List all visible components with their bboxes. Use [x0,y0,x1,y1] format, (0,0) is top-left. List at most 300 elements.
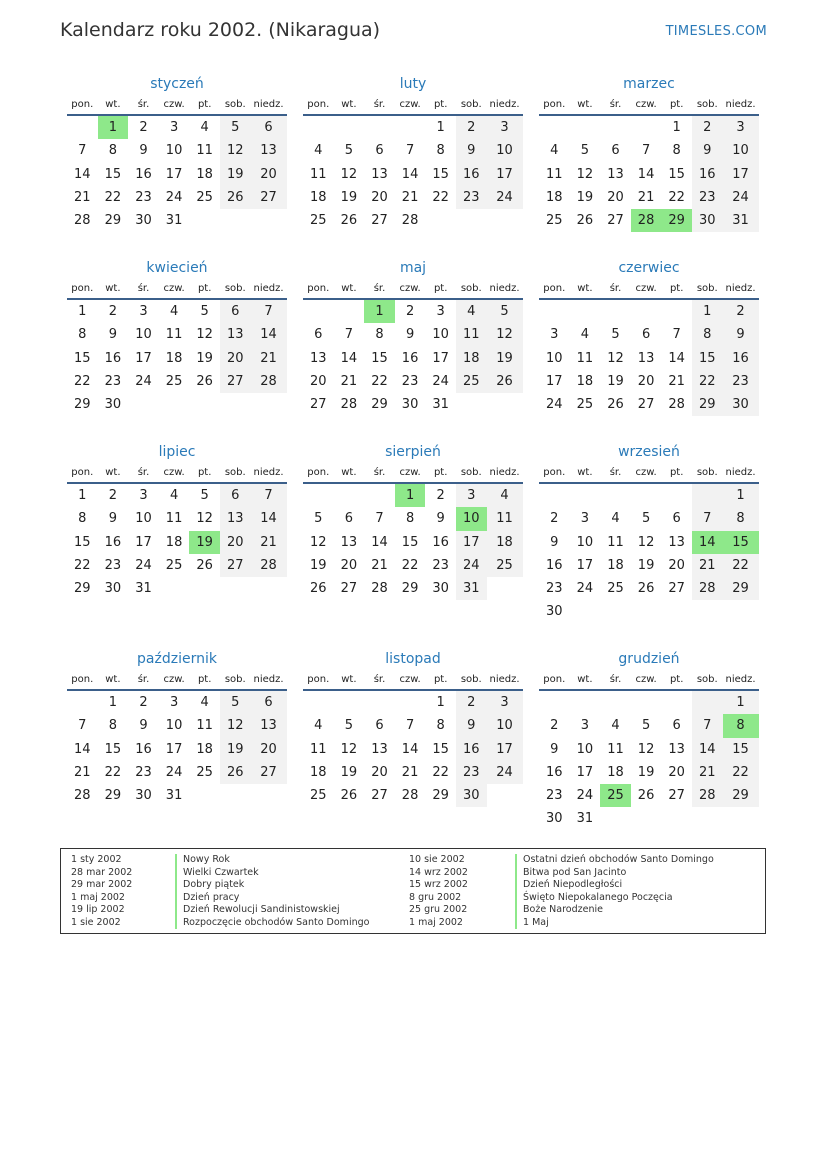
weekday-label: pt. [669,283,684,294]
day-cell: 3 [580,511,590,527]
day-cell: 5 [641,718,651,734]
weekday-label: niedz. [489,467,520,478]
day-cell: 28 [340,397,358,413]
day-cell: 13 [668,741,685,757]
day-cell: 8 [723,714,759,737]
day-cell: 22 [432,764,449,780]
weekday-label: sob. [224,99,246,110]
day-cell: 24 [432,373,449,389]
day-cell: 15 [74,534,91,550]
day-cell: 18 [310,764,327,780]
weekday-label: śr. [373,467,386,478]
week-row [539,714,759,737]
weekday-label: sob. [224,674,246,685]
day-cell: 29 [401,581,419,597]
week-row [67,531,287,554]
day-cell: 3 [580,718,590,734]
holiday-name: Dzień Rewolucji Sandinistowskiej [175,904,369,917]
weekday-label: niedz. [725,467,756,478]
day-cell: 7 [641,143,651,159]
day-cell: 17 [487,738,523,761]
day-cell: 14 [340,350,358,366]
week-row [303,738,523,761]
week-row [303,116,523,139]
day-cell: 8 [78,511,87,527]
day-cell: 2 [405,304,415,319]
day-cell: 20 [340,557,358,573]
day-cell: 28 [692,784,723,807]
day-cell: 18 [607,764,624,780]
day-cell: 5 [200,488,209,503]
holiday-name: Dzień Niepodległości [515,879,714,892]
day-cell: 12 [196,327,213,343]
day-cell: 28 [74,213,91,229]
weekday-label: śr. [137,99,150,110]
week-row [539,507,759,530]
day-cell: 20 [607,189,624,205]
day-cell: 23 [432,557,449,573]
empty-cell [189,393,220,416]
day-cell: 21 [401,189,419,205]
day-cell: 29 [661,209,692,232]
week-row [67,554,287,577]
week-row [539,209,759,232]
day-cell: 3 [139,304,148,319]
weekday-label: wt. [341,467,357,478]
weekday-label: czw. [399,674,421,685]
weekday-label: śr. [137,674,150,685]
day-cell: 23 [135,189,152,205]
day-cell: 11 [576,350,594,366]
day-cell: 7 [692,507,723,530]
month-name: wrzesień [618,444,680,460]
day-cell: 8 [723,507,759,530]
day-cell: 28 [401,213,419,229]
day-cell: 9 [108,327,118,343]
weekday-label: pt. [669,99,684,110]
day-cell: 8 [436,143,445,159]
day-cell: 2 [456,116,487,139]
day-cell: 21 [401,764,419,780]
day-cell: 14 [371,534,388,550]
week-row [539,116,759,139]
day-cell: 17 [576,557,594,573]
day-cell: 7 [672,327,681,343]
day-cell: 18 [165,534,183,550]
day-cell: 16 [104,350,122,366]
weekday-label: czw. [399,99,421,110]
day-cell: 23 [135,764,152,780]
holiday-date: 19 lip 2002 [71,904,125,915]
weekday-label: sob. [460,283,482,294]
day-cell: 7 [405,718,415,734]
week-row [539,186,759,209]
day-cell: 4 [611,511,620,527]
day-cell: 23 [456,186,487,209]
day-cell: 6 [314,327,323,343]
day-cell: 1 [78,304,87,319]
weekday-header [303,280,523,300]
day-cell: 23 [401,373,419,389]
day-cell: 10 [456,507,487,530]
day-cell: 11 [165,511,183,527]
weekday-label: wt. [341,283,357,294]
day-cell: 22 [104,189,122,205]
day-cell: 29 [723,577,759,600]
empty-cell [395,116,426,139]
day-cell: 5 [641,511,651,527]
week-row [303,484,523,507]
day-cell: 8 [692,323,723,346]
day-cell: 1 [692,300,723,323]
month-name: marzec [623,76,675,92]
empty-cell [570,484,601,507]
day-cell: 5 [220,116,251,139]
week-row [67,393,287,416]
weekday-label: czw. [163,467,185,478]
day-cell: 15 [692,347,723,370]
week-row [67,347,287,370]
holiday-name: Rozpoczęcie obchodów Santo Domingo [175,917,369,930]
day-cell: 2 [139,695,148,710]
day-cell: 31 [165,788,183,804]
weekday-header [539,96,759,116]
day-cell: 9 [108,511,118,527]
day-cell: 4 [314,143,323,159]
day-cell: 5 [314,511,323,527]
day-cell: 1 [395,484,426,507]
day-cell: 21 [251,347,287,370]
weekday-header [67,464,287,484]
weekday-label: pon. [307,674,330,685]
day-cell: 4 [169,304,179,319]
empty-cell [334,691,365,714]
day-cell: 22 [74,557,91,573]
week-row [539,600,759,623]
day-cell: 21 [668,373,685,389]
empty-cell [159,577,190,600]
empty-cell [570,691,601,714]
weekday-label: czw. [635,674,657,685]
week-row [303,186,523,209]
day-cell: 28 [401,788,419,804]
day-cell: 14 [692,738,723,761]
day-cell: 5 [580,143,590,159]
empty-cell [189,209,220,232]
day-cell: 13 [310,350,327,366]
empty-cell [220,784,251,807]
day-cell: 17 [487,163,523,186]
week-row [67,507,287,530]
week-row [303,370,523,393]
month-name: luty [399,76,427,92]
day-cell: 18 [196,166,213,182]
day-cell: 11 [196,718,213,734]
weekday-label: sob. [224,467,246,478]
day-cell: 11 [546,166,563,182]
empty-cell [334,300,365,323]
empty-cell [600,691,631,714]
day-cell: 23 [546,581,563,597]
week-row [303,761,523,784]
weekday-label: sob. [460,99,482,110]
weekday-label: sob. [696,283,718,294]
empty-cell [631,484,662,507]
day-cell: 20 [220,531,251,554]
day-cell: 20 [668,557,685,573]
day-cell: 26 [196,373,213,389]
empty-cell [251,393,287,416]
day-cell: 24 [456,554,487,577]
day-cell: 28 [74,788,91,804]
empty-cell [539,300,570,323]
day-cell: 2 [139,120,148,135]
day-cell: 29 [692,393,723,416]
day-cell: 5 [200,304,209,319]
week-row [67,784,287,807]
day-cell: 12 [220,714,251,737]
day-cell: 14 [251,323,287,346]
day-cell: 1 [98,116,129,139]
day-cell: 26 [310,581,327,597]
holiday-dates-left [71,854,132,929]
month-name: styczeń [150,76,204,92]
holiday-names-right [515,854,714,929]
week-row [539,761,759,784]
weekday-label: pon. [543,99,566,110]
day-cell: 19 [487,347,523,370]
day-cell: 19 [576,189,594,205]
day-cell: 16 [546,764,563,780]
day-cell: 7 [78,718,87,734]
day-cell: 16 [135,166,152,182]
day-cell: 23 [546,788,563,804]
holiday-dates-right [409,854,468,929]
holiday-name: 1 Maj [515,917,714,930]
empty-cell [661,807,692,830]
day-cell: 4 [314,718,323,734]
day-cell: 9 [456,714,487,737]
empty-cell [220,209,251,232]
day-cell: 5 [487,300,523,323]
month-name: kwiecień [146,260,208,276]
day-cell: 10 [165,143,183,159]
day-cell: 9 [436,511,445,527]
empty-cell [600,300,631,323]
day-cell: 21 [371,557,388,573]
day-cell: 17 [135,534,152,550]
week-row [539,691,759,714]
day-cell: 8 [436,718,445,734]
day-cell: 24 [135,557,152,573]
empty-cell [487,209,523,232]
holiday-list [60,848,766,934]
day-cell: 9 [405,327,415,343]
week-row [67,323,287,346]
day-cell: 26 [340,213,358,229]
empty-cell [723,807,759,830]
day-cell: 17 [135,350,152,366]
day-cell: 27 [310,397,327,413]
day-cell: 13 [668,534,685,550]
day-cell: 10 [576,534,594,550]
day-cell: 29 [723,784,759,807]
empty-cell [303,116,334,139]
day-cell: 30 [723,393,759,416]
week-row [539,300,759,323]
week-row [539,577,759,600]
day-cell: 9 [692,139,723,162]
day-cell: 7 [251,300,287,323]
day-cell: 13 [637,350,655,366]
day-cell: 19 [607,373,624,389]
day-cell: 11 [607,534,624,550]
weekday-label: pt. [669,467,684,478]
day-cell: 8 [375,327,384,343]
day-cell: 3 [487,116,523,139]
day-cell: 16 [432,534,449,550]
day-cell: 17 [723,163,759,186]
day-cell: 8 [108,718,118,734]
week-row [67,484,287,507]
day-cell: 24 [546,397,563,413]
holiday-date: 14 wrz 2002 [409,866,468,878]
weekday-label: sob. [696,674,718,685]
empty-cell [539,484,570,507]
weekday-label: niedz. [725,99,756,110]
weekday-label: pt. [669,674,684,685]
holiday-date: 1 sie 2002 [71,916,121,928]
day-cell: 12 [576,166,594,182]
weekday-label: pon. [543,467,566,478]
day-cell: 10 [723,139,759,162]
day-cell: 30 [456,784,487,807]
day-cell: 14 [401,166,419,182]
weekday-label: pt. [433,467,448,478]
empty-cell [692,691,723,714]
weekday-label: czw. [635,283,657,294]
day-cell: 15 [668,166,685,182]
month-name: maj [399,260,427,276]
weekday-label: wt. [577,674,593,685]
empty-cell [661,300,692,323]
day-cell: 4 [169,488,179,503]
day-cell: 21 [74,189,91,205]
week-row [303,323,523,346]
empty-cell [395,691,426,714]
day-cell: 27 [668,788,685,804]
weekday-label: sob. [460,467,482,478]
weekday-header [539,280,759,300]
week-row [303,554,523,577]
day-cell: 13 [371,741,388,757]
month-name: listopad [385,651,441,667]
day-cell: 16 [135,741,152,757]
empty-cell [487,577,523,600]
day-cell: 31 [165,213,183,229]
day-cell: 21 [692,554,723,577]
day-cell: 17 [456,531,487,554]
day-cell: 2 [692,116,723,139]
weekday-label: wt. [577,467,593,478]
day-cell: 27 [220,370,251,393]
week-row [303,577,523,600]
day-cell: 6 [611,143,620,159]
weekday-label: pon. [71,99,94,110]
holiday-name: Wielki Czwartek [175,867,369,880]
day-cell: 23 [104,373,122,389]
day-cell: 1 [723,691,759,714]
day-cell: 24 [165,764,183,780]
day-cell: 11 [487,507,523,530]
day-cell: 24 [487,186,523,209]
day-cell: 25 [487,554,523,577]
day-cell: 31 [576,811,594,827]
empty-cell [189,784,220,807]
weekday-header [67,96,287,116]
day-cell: 3 [723,116,759,139]
day-cell: 3 [436,304,445,319]
weekday-header [303,671,523,691]
day-cell: 23 [456,761,487,784]
empty-cell [692,484,723,507]
day-cell: 25 [310,213,327,229]
holiday-date: 1 sty 2002 [71,854,122,865]
day-cell: 22 [723,554,759,577]
day-cell: 31 [456,577,487,600]
weekday-label: sob. [696,99,718,110]
day-cell: 5 [220,691,251,714]
weekday-label: wt. [577,283,593,294]
day-cell: 30 [692,209,723,232]
day-cell: 16 [456,163,487,186]
weekday-header [303,464,523,484]
day-cell: 21 [74,764,91,780]
day-cell: 17 [432,350,449,366]
day-cell: 2 [436,488,445,503]
week-row [539,784,759,807]
weekday-label: wt. [105,674,121,685]
holiday-name: Nowy Rok [175,854,369,867]
day-cell: 27 [340,581,358,597]
empty-cell [303,691,334,714]
empty-cell [600,484,631,507]
empty-cell [600,807,631,830]
day-cell: 3 [169,120,179,135]
weekday-label: śr. [609,674,622,685]
day-cell: 17 [165,166,183,182]
week-row [539,370,759,393]
week-row [539,531,759,554]
day-cell: 24 [165,189,183,205]
day-cell: 7 [251,484,287,507]
day-cell: 6 [641,327,651,343]
day-cell: 27 [668,581,685,597]
week-row [303,507,523,530]
weekday-label: pon. [307,283,330,294]
day-cell: 22 [668,189,685,205]
day-cell: 15 [371,350,388,366]
day-cell: 18 [607,557,624,573]
day-cell: 12 [220,139,251,162]
holiday-name: Ostatni dzień obchodów Santo Domingo [515,854,714,867]
day-cell: 4 [611,718,620,734]
site-logo[interactable]: TIMESLES.COM [665,24,767,39]
day-cell: 22 [371,373,388,389]
empty-cell [456,209,487,232]
day-cell: 3 [550,327,559,343]
week-row [303,714,523,737]
